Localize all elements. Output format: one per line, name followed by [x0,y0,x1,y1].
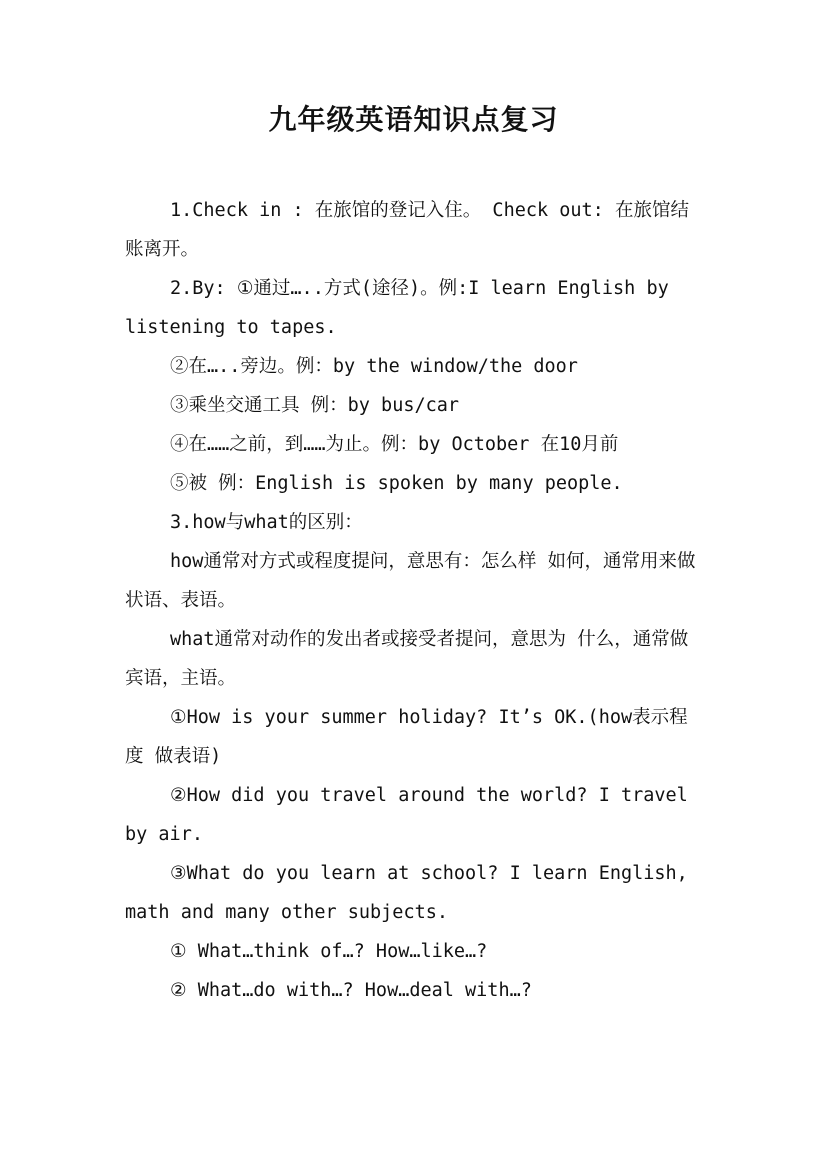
paragraph-phrase-deal-with: ② What…do with…? How…deal with…? [170,980,532,1001]
paragraph-how-usage: how通常对方式或程度提问，意思有：怎么样 如何，通常用来做状语、表语。 [125,551,696,611]
paragraph-what-usage: what通常对动作的发出者或接受者提问，意思为 什么，通常做宾语，主语。 [125,629,689,689]
paragraph-example-2: ②How did you travel around the world? I travel by air. [125,785,688,845]
paragraph-by-beside: ②在…..旁边。例：by the window/the door [170,356,578,377]
paragraph-by-method: 2.By: ①通过…..方式(途径)。例:I learn English by listening to tapes. [125,278,669,338]
paragraph-by-transport: ③乘坐交通工具 例：by bus/car [170,395,460,416]
paragraph-by-before: ④在……之前，到……为止。例：by October 在10月前 [170,434,619,455]
paragraph-phrase-think-of: ① What…think of…? How…like…? [170,941,488,962]
paragraph-check-in: 1.Check in : 在旅馆的登记入住。 Check out: 在旅馆结账离开。 [125,200,689,260]
paragraph-example-3: ③What do you learn at school? I learn English, math and many other subjects. [125,863,688,923]
paragraph-example-1: ①How is your summer holiday? It’s OK.(how表示程度 做表语) [125,707,688,767]
document-body [125,191,705,1010]
page-title: 九年级英语知识点复习 [268,103,559,136]
paragraph-by-passive: ⑤被 例：English is spoken by many people. [170,473,623,494]
paragraph-how-what-heading: 3.how与what的区别： [170,512,363,533]
